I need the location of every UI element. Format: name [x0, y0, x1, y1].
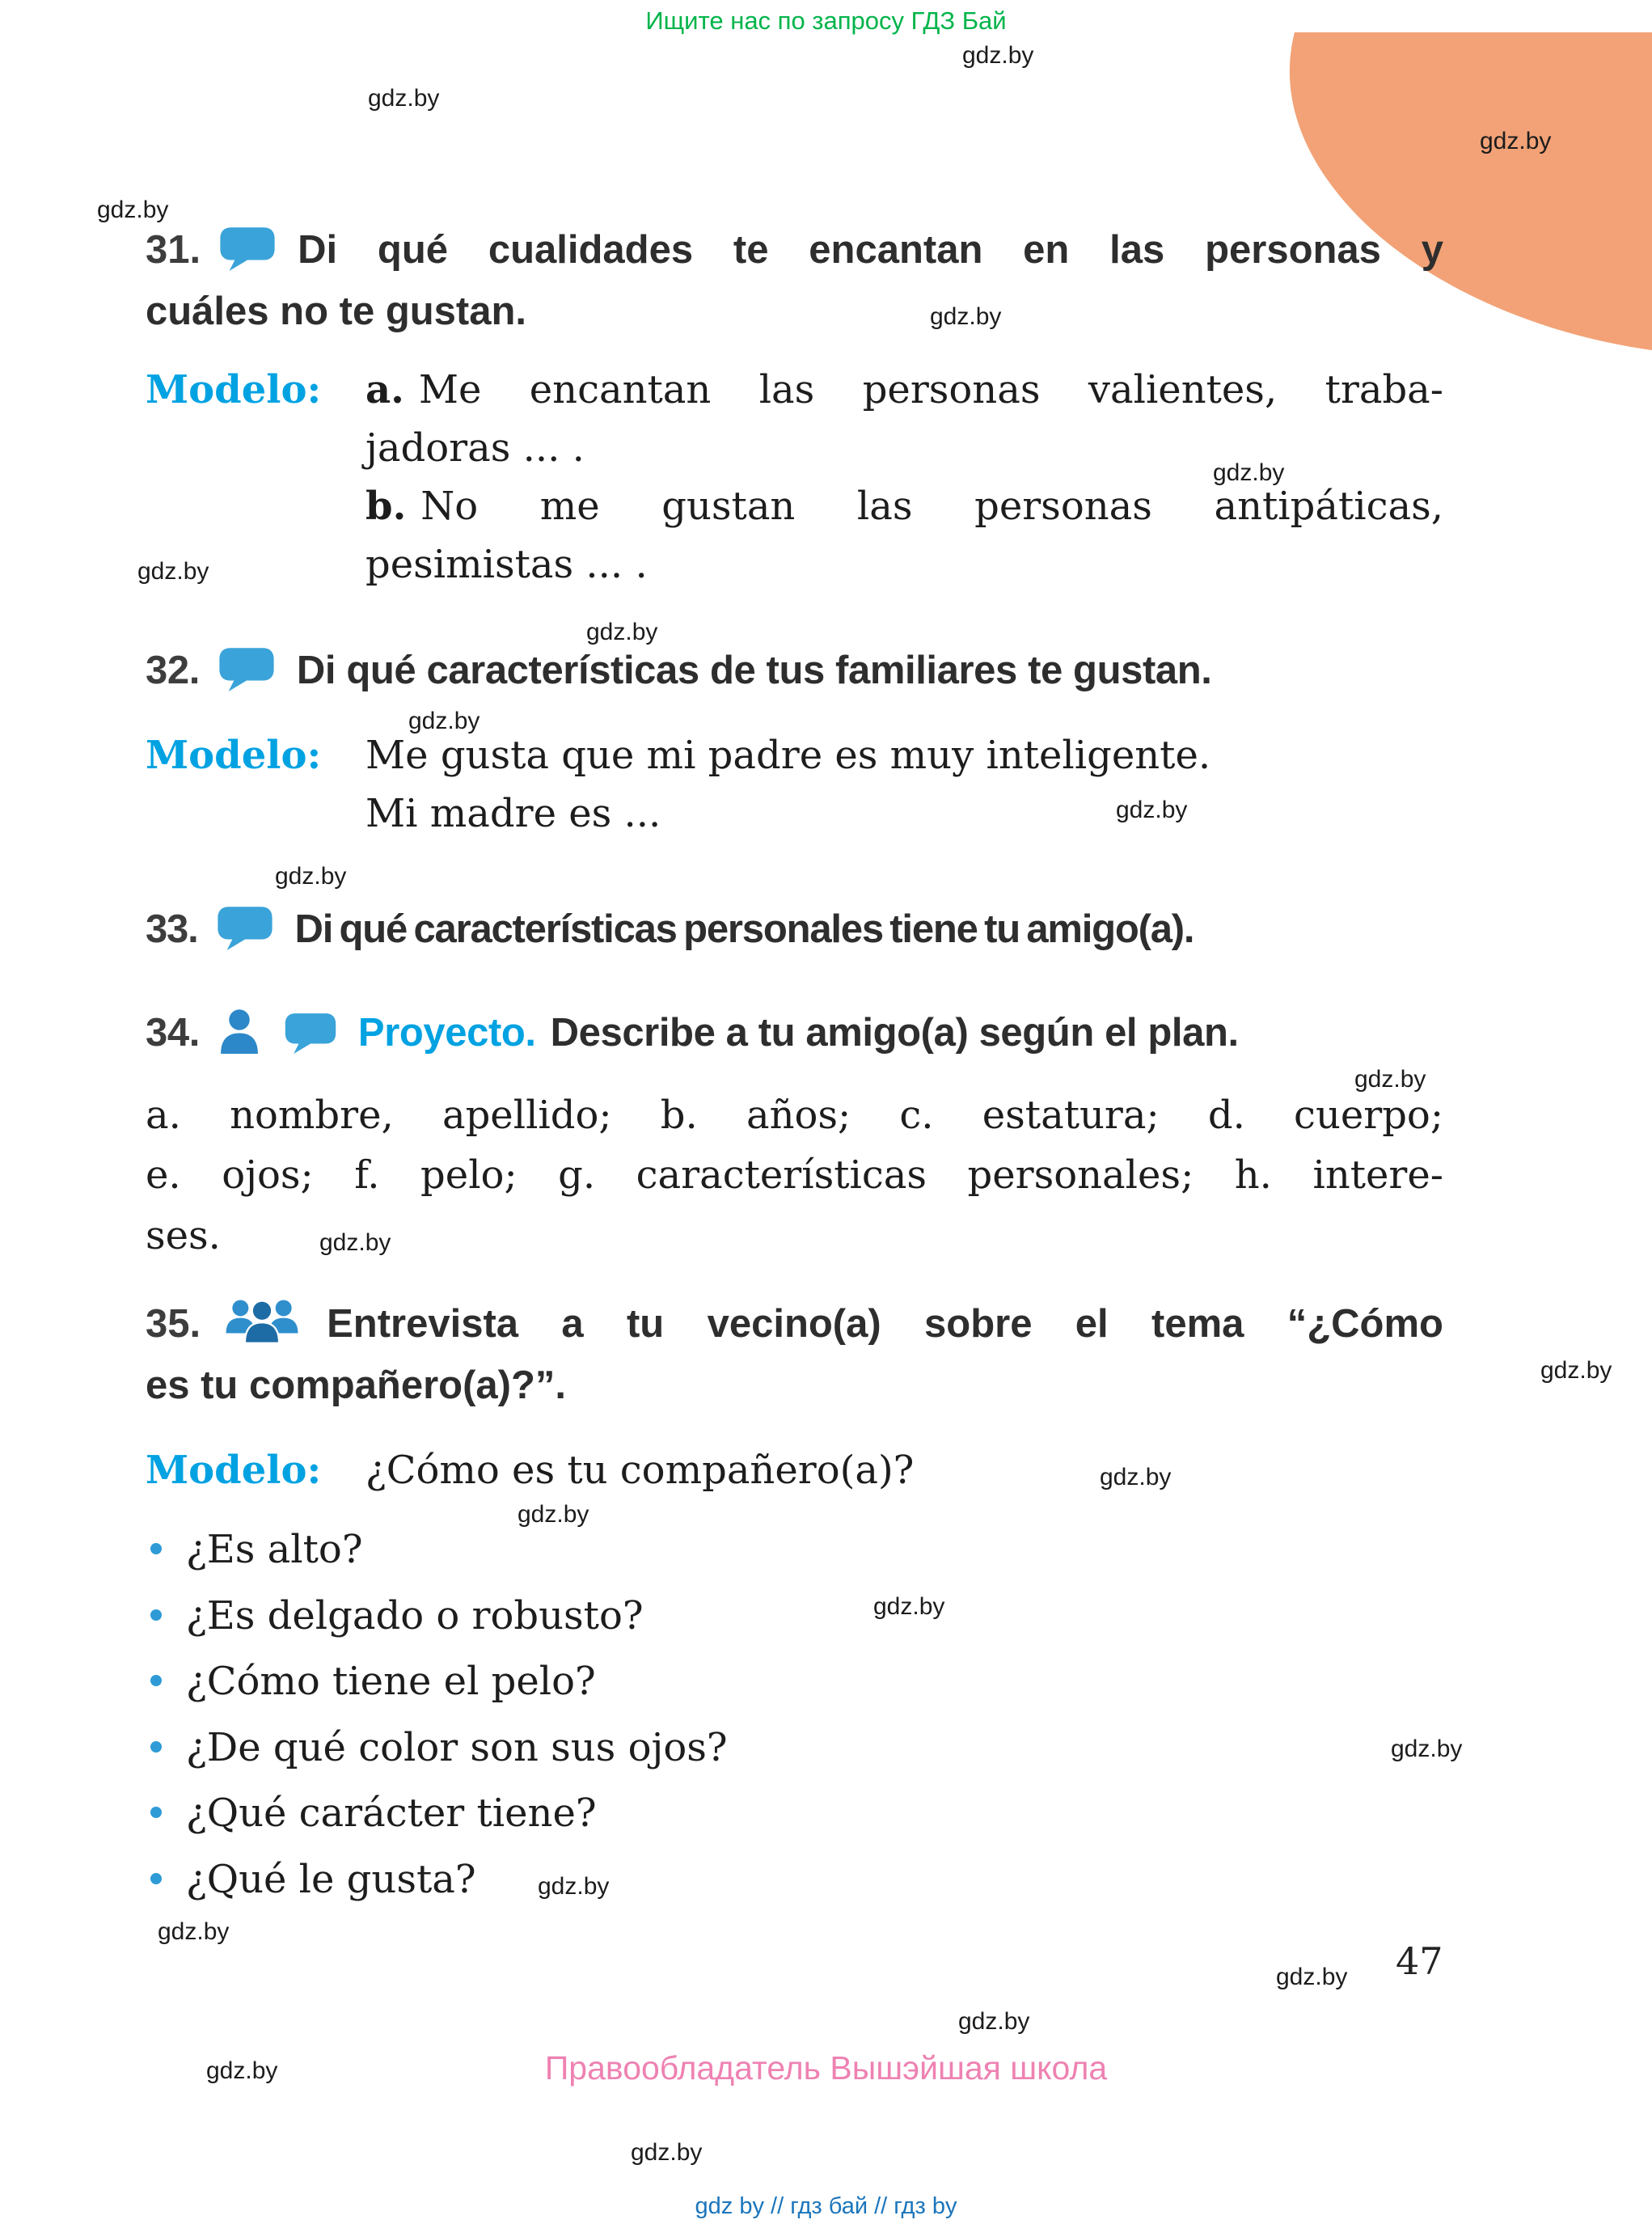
bullet-icon — [150, 1741, 162, 1753]
exercise-32 — [146, 641, 1443, 702]
watermark: gdz.by — [873, 1593, 945, 1620]
bullet-icon — [150, 1873, 162, 1884]
watermark: gdz.by — [930, 303, 1002, 330]
plan-line: ses. — [146, 1212, 221, 1258]
watermark: gdz.by — [1391, 1736, 1463, 1762]
modelo-line: Me encantan las personas valientes, traba- — [418, 367, 1443, 412]
watermark: gdz.by — [319, 1229, 391, 1256]
speech-bubble-icon — [216, 646, 277, 691]
modelo-line: ¿Cómo es tu compañero(a)? — [365, 1448, 915, 1493]
question-item — [150, 1659, 1443, 1706]
speech-bubble-icon — [214, 905, 276, 950]
modelo-label: Modelo: — [146, 367, 322, 412]
exercise-34-plan — [146, 1085, 1443, 1266]
watermark: gdz.by — [1480, 128, 1552, 154]
question-item — [150, 1593, 1443, 1640]
bullet-icon — [150, 1807, 162, 1818]
watermark: gdz.by — [206, 2057, 278, 2084]
page-number: 47 — [1396, 1939, 1443, 1983]
modelo-line: Me gusta que mi padre es muy inteligente. — [365, 733, 1211, 778]
watermark: gdz.by — [962, 42, 1034, 69]
exercise-35-instruction-line: es tu compañero(a)?”. — [146, 1363, 567, 1407]
watermark: gdz.by — [97, 197, 169, 223]
watermark: gdz.by — [1354, 1066, 1426, 1093]
exercise-35-instruction-line: Entrevista a tu vecino(a) sobre el tema “¿Cómo — [327, 1302, 1443, 1346]
watermark: gdz.by — [538, 1873, 610, 1900]
question-text: ¿Qué le gusta? — [186, 1856, 476, 1902]
watermark: gdz.by — [1540, 1357, 1612, 1384]
exercise-34-number: 34. — [146, 1011, 200, 1055]
watermark: gdz.by — [137, 558, 209, 585]
question-item — [150, 1791, 1443, 1837]
bullet-icon — [150, 1675, 162, 1686]
modelo-label: Modelo: — [146, 1448, 322, 1493]
watermark: gdz.by — [1116, 797, 1188, 823]
exercise-33-number: 33. — [146, 907, 198, 951]
group-icon — [217, 1296, 307, 1345]
watermark: gdz.by — [631, 2139, 703, 2166]
copyright-line: Правообладатель Вышэйшая школа — [544, 2049, 1108, 2087]
exercise-31-modelo — [146, 361, 1443, 594]
exercise-32-number: 32. — [146, 649, 200, 692]
exercise-35-number: 35. — [146, 1302, 201, 1346]
watermark: gdz.by — [1100, 1464, 1172, 1490]
modelo-label: Modelo: — [146, 733, 322, 778]
watermark: gdz.by — [958, 2008, 1030, 2035]
bullet-icon — [150, 1543, 162, 1554]
question-text: ¿Qué carácter tiene? — [186, 1791, 597, 1837]
plan-line: a. nombre, apellido; b. años; c. estatura; d. cuerpo; — [146, 1093, 1443, 1138]
exercise-32-instruction-line: Di qué características de tus familiares te gustan. — [296, 649, 1212, 692]
speech-bubble-icon — [217, 226, 278, 271]
watermark: gdz.by — [1276, 1964, 1348, 1990]
exercise-31-number: 31. — [146, 228, 201, 272]
question-item — [150, 1527, 1443, 1574]
question-text: ¿De qué color son sus ojos? — [186, 1724, 728, 1770]
watermark: gdz.by — [586, 619, 658, 645]
exercise-33 — [146, 899, 1443, 961]
project-label: Proyecto. — [357, 1011, 536, 1055]
exercise-35-questions — [150, 1527, 1443, 1923]
exercise-35 — [146, 1294, 1443, 1417]
question-text: ¿Cómo tiene el pelo? — [186, 1659, 596, 1705]
speech-bubble-icon — [282, 1012, 339, 1054]
watermark: gdz.by — [1213, 459, 1285, 486]
question-item — [150, 1857, 1443, 1904]
exercise-35-modelo — [146, 1441, 1443, 1499]
exercise-31 — [146, 220, 1443, 343]
watermark: gdz.by — [368, 85, 440, 112]
modelo-item-letter: a. — [365, 367, 404, 412]
exercise-31-instruction-line: Di qué cualidades te encantan en las personas y — [298, 228, 1443, 272]
bullet-icon — [150, 1609, 162, 1621]
person-icon — [216, 1008, 263, 1054]
footer-links[interactable]: gdz by // гдз бай // гдз by — [695, 2193, 957, 2219]
exercise-34-instruction-line: Describe a tu amigo(a) según el plan. — [550, 1011, 1239, 1055]
question-item — [150, 1725, 1443, 1772]
top-banner: Ищите нас по запросу ГДЗ Бай — [645, 6, 1007, 35]
watermark: gdz.by — [518, 1501, 589, 1528]
exercise-34 — [146, 1003, 1443, 1064]
watermark: gdz.by — [408, 708, 480, 734]
question-text: ¿Es delgado o robusto? — [186, 1592, 644, 1638]
modelo-item-letter: b. — [365, 484, 407, 529]
modelo-line: Mi madre es ... — [365, 791, 661, 836]
plan-line: e. ojos; f. pelo; g. características personales; h. intere- — [146, 1152, 1443, 1199]
watermark: gdz.by — [275, 863, 347, 890]
exercise-32-modelo — [146, 726, 1443, 843]
modelo-line: No me gustan las personas antipáticas, — [420, 484, 1443, 529]
modelo-line: jadoras ... . — [365, 425, 585, 471]
question-text: ¿Es alto? — [186, 1527, 363, 1572]
exercise-33-instruction-line: Di qué características personales tiene tu amigo(a). — [294, 907, 1194, 951]
exercise-31-instruction-line: cuáles no te gustan. — [146, 289, 527, 333]
watermark: gdz.by — [158, 1918, 230, 1945]
modelo-line: pesimistas ... . — [365, 542, 648, 587]
